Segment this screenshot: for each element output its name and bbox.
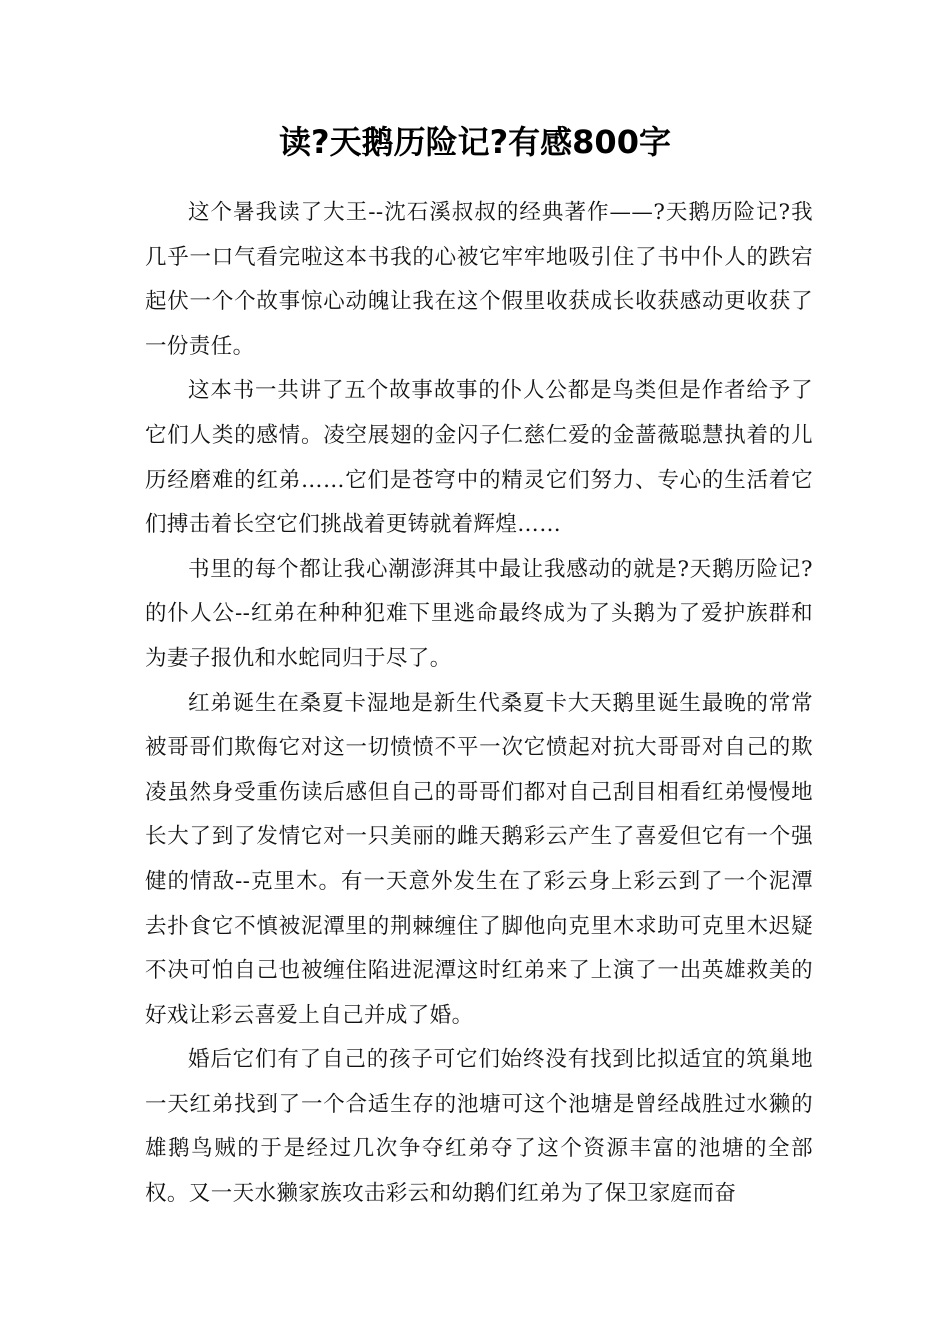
paragraph: 婚后它们有了自己的孩子可它们始终没有找到比拟适宜的筑巢地一天红弟找到了一个合适生存的池塘可这个池塘是曾经战胜过水獭的雄鹅鸟贼的于是经过几次争夺红弟夺了这个资源丰富的池塘的全部权。又一天水獭家族攻击彩云和幼鹅们红弟为了保卫家庭而奋 (145, 1047, 813, 1207)
document-title: 读?天鹅历险记?有感800字 (279, 123, 671, 161)
document-body (145, 191, 813, 1217)
paragraph: 这本书一共讲了五个故事故事的仆人公都是鸟类但是作者给予了它们人类的感情。凌空展翅的金闪子仁慈仁爱的金蔷薇聪慧执着的儿历经磨难的红弟……它们是苍穹中的精灵它们努力、专心的生活着它们搏击着长空它们挑战着更铸就着辉煌…… (145, 378, 813, 538)
paragraph: 红弟诞生在桑夏卡湿地是新生代桑夏卡大天鹅里诞生最晚的常常被哥哥们欺侮它对这一切愤愤不平一次它愤起对抗大哥哥对自己的欺凌虽然身受重伤读后感但自己的哥哥们都对自己刮目相看红弟慢慢地长大了到了发情它对一只美丽的雌天鹅彩云产生了喜爱但它有一个强健的情敌--克里木。有一天意外发生在了彩云身上彩云到了一个泥潭去扑食它不慎被泥潭里的荆棘缠住了脚他向克里木求助可克里木迟疑不决可怕自己也被缠住陷进泥潭这时红弟来了上演了一出英雄救美的好戏让彩云喜爱上自己并成了婚。 (145, 690, 813, 1028)
paragraph: 书里的每个都让我心潮澎湃其中最让我感动的就是?天鹅历险记?的仆人公--红弟在种种犯难下里逃命最终成为了头鹅为了爱护族群和为妻子报仇和水蛇同归于尽了。 (145, 556, 813, 671)
paragraph: 这个暑我读了大王--沈石溪叔叔的经典著作——?天鹅历险记?我几乎一口气看完啦这本书我的心被它牢牢地吸引住了书中仆人的跌宕起伏一个个故事惊心动魄让我在这个假里收获成长收获感动更收获了一份责任。 (145, 200, 813, 359)
